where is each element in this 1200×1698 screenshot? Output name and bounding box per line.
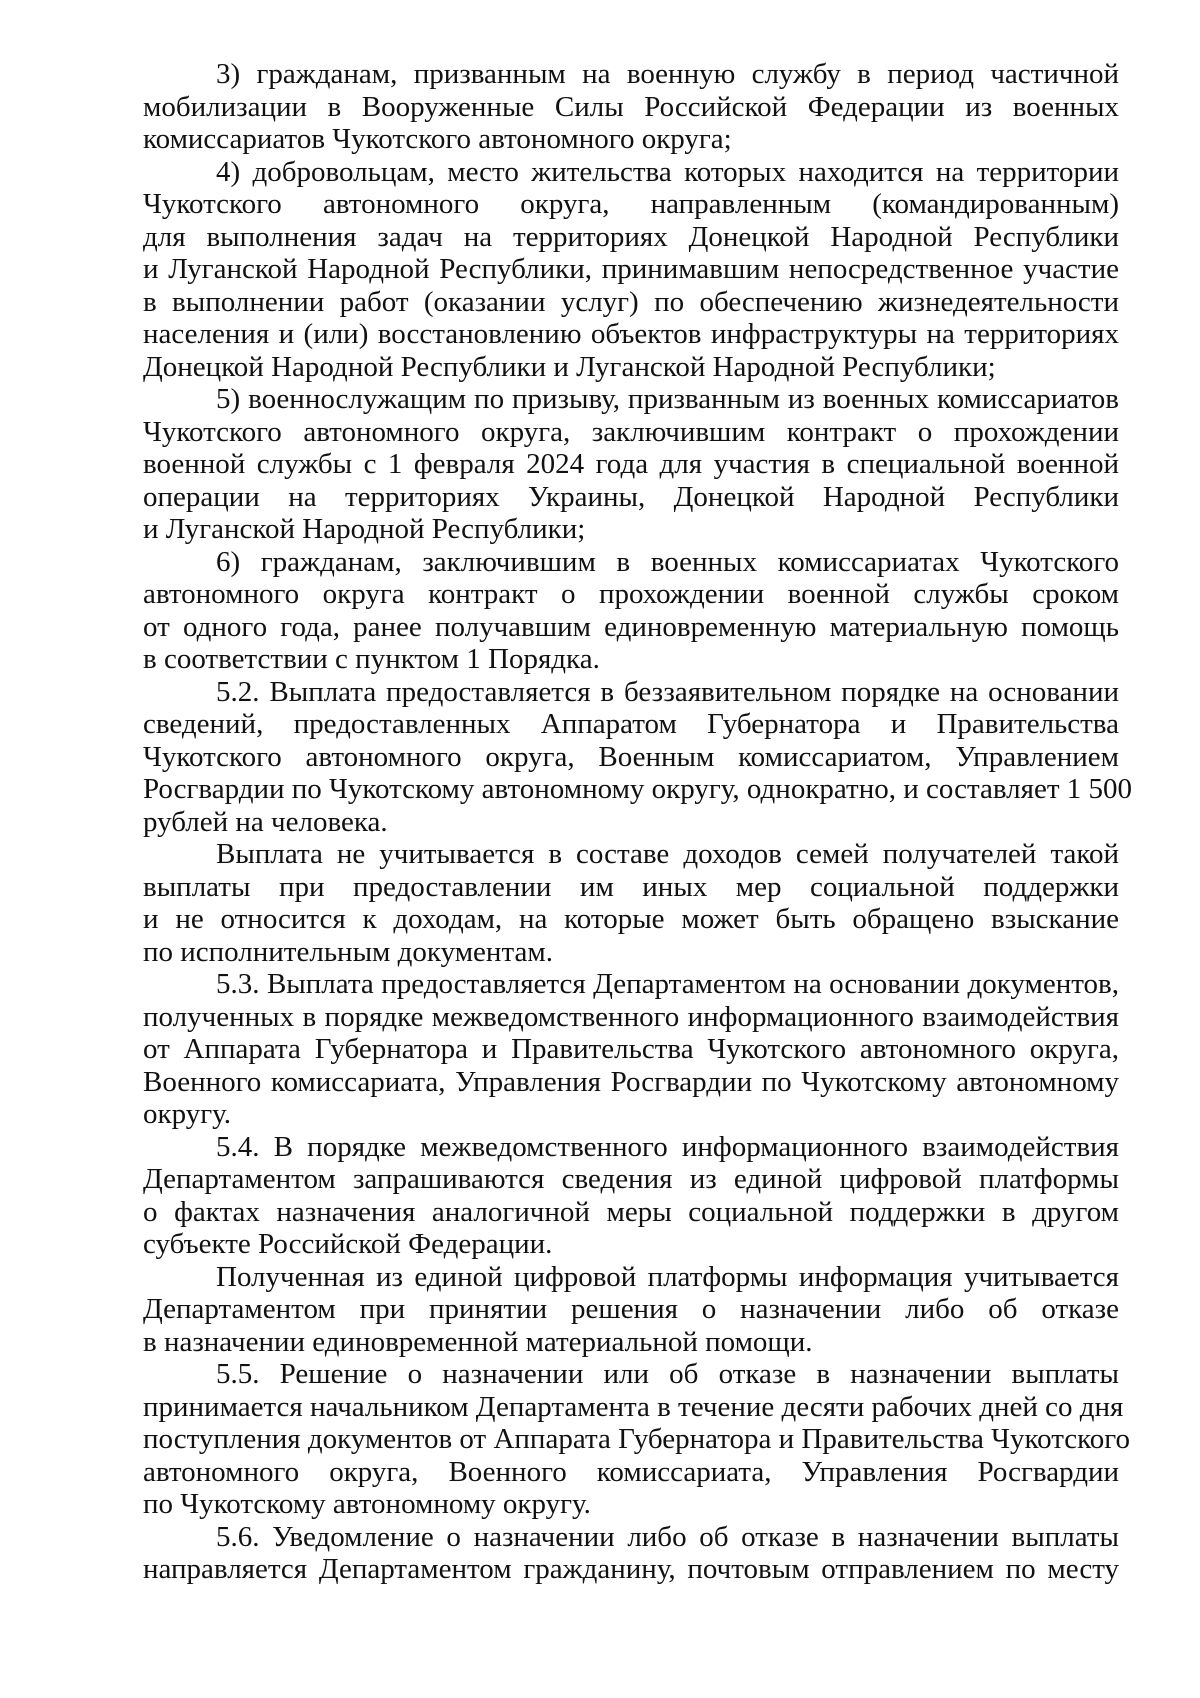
paragraph <box>143 1521 1119 1586</box>
paragraph-line: 5.2. Выплата предоставляется в беззаявительном порядке на основании <box>216 675 1119 708</box>
paragraph-line: 5.5. Решение о назначении или об отказе в назначении выплаты <box>216 1358 1119 1390</box>
paragraph-line: полученных в порядке межведомственного информационного взаимодействия <box>143 1000 1119 1033</box>
paragraph <box>143 383 1119 546</box>
paragraph-line: направляется Департаментом гражданину, почтовым отправлением по месту <box>143 1553 1119 1585</box>
paragraph-line: Военного комиссариата, Управления Росгвардии по Чукотскому автономному <box>143 1065 1119 1098</box>
paragraph-line: рублей на человека. <box>143 805 388 838</box>
paragraph-line: выплаты при предоставлении им иных мер социальной поддержки <box>143 870 1119 903</box>
paragraph-line: Чукотского автономного округа, заключившим контракт о прохождении <box>143 415 1119 448</box>
paragraph-line: 5.4. В порядке межведомственного информационного взаимодействия <box>216 1130 1119 1163</box>
paragraph-line: о фактах назначения аналогичной меры социальной поддержки в другом <box>143 1195 1119 1228</box>
paragraph-line: 6) гражданам, заключившим в военных комиссариатах Чукотского <box>216 545 1119 578</box>
paragraph <box>143 675 1133 839</box>
paragraph-line: сведений, предоставленных Аппаратом Губернатора и Правительства <box>143 708 1119 740</box>
paragraph <box>143 546 1119 676</box>
paragraph-line: от одного года, ранее получавшим единовременную материальную помощь <box>143 610 1119 643</box>
paragraph-line: Департаментом запрашиваются сведения из единой цифровой платформы <box>143 1163 1119 1195</box>
paragraph-line: мобилизации в Вооруженные Силы Российской Федерации из военных <box>143 90 1119 123</box>
paragraph <box>143 1131 1119 1261</box>
paragraph-line: и Луганской Народной Республики, принимавшим непосредственное участие <box>143 253 1119 285</box>
paragraph-line: автономного округа контракт о прохождении военной службы сроком <box>143 578 1119 610</box>
paragraph-line: 5.6. Уведомление о назначении либо об отказе в назначении выплаты <box>216 1520 1119 1553</box>
paragraph <box>143 156 1119 384</box>
paragraph-line: Росгвардии по Чукотскому автономному округу, однократно, и составляет 1 500 <box>143 773 1133 805</box>
paragraph-line: в выполнении работ (оказании услуг) по обеспечению жизнедеятельности <box>143 285 1119 318</box>
paragraph-line: от Аппарата Губернатора и Правительства Чукотского автономного округа, <box>143 1033 1119 1065</box>
paragraph-line: 3) гражданам, призванным на военную службу в период частичной <box>216 58 1119 90</box>
paragraph <box>143 838 1119 968</box>
paragraph-line: Полученная из единой цифровой платформы информация учитывается <box>216 1260 1119 1293</box>
paragraph <box>143 968 1119 1131</box>
paragraph-line: Чукотского автономного округа, Военным комиссариатом, Управлением <box>143 740 1119 773</box>
paragraph <box>143 1261 1119 1359</box>
paragraph-line: Департаментом при принятии решения о назначении либо об отказе <box>143 1293 1119 1325</box>
paragraph-line: операции на территориях Украины, Донецкой Народной Республики <box>143 480 1119 513</box>
paragraph-line: военной службы с 1 февраля 2024 года для участия в специальной военной <box>143 448 1119 480</box>
paragraph-line: в назначении единовременной материальной помощи. <box>143 1325 813 1358</box>
paragraph-line: Донецкой Народной Республики и Луганской Народной Республики; <box>143 350 996 383</box>
paragraph-line: субъекте Российской Федерации. <box>143 1228 553 1260</box>
paragraph-line: и не относится к доходам, на которые может быть обращено взыскание <box>143 903 1119 935</box>
paragraph-line: 4) добровольцам, место жительства которых находится на территории <box>216 155 1119 188</box>
paragraph-line: комиссариатов Чукотского автономного округа; <box>143 123 732 155</box>
document-body <box>143 58 1133 1586</box>
paragraph-line: 5.3. Выплата предоставляется Департаментом на основании документов, <box>216 968 1119 1000</box>
paragraph-line: и Луганской Народной Республики; <box>143 513 586 545</box>
paragraph <box>143 58 1119 156</box>
paragraph-line: населения и (или) восстановлению объектов инфраструктуры на территориях <box>143 318 1119 350</box>
paragraph-line: для выполнения задач на территориях Донецкой Народной Республики <box>143 220 1119 253</box>
paragraph-line: Чукотского автономного округа, направленным (командированным) <box>143 188 1119 220</box>
paragraph-line: по Чукотскому автономному округу. <box>143 1488 591 1520</box>
paragraph-line: в соответствии с пунктом 1 Порядка. <box>143 643 600 675</box>
paragraph <box>143 1358 1130 1521</box>
paragraph-line: принимается начальником Департамента в течение десяти рабочих дней со дня <box>143 1390 1124 1423</box>
paragraph-line: округу. <box>143 1098 231 1130</box>
paragraph-line: автономного округа, Военного комиссариата, Управления Росгвардии <box>143 1455 1119 1488</box>
paragraph-line: Выплата не учитывается в составе доходов семей получателей такой <box>216 838 1119 870</box>
paragraph-line: поступления документов от Аппарата Губернатора и Правительства Чукотского <box>143 1423 1130 1455</box>
paragraph-line: 5) военнослужащим по призыву, призванным из военных комиссариатов <box>216 383 1119 415</box>
paragraph-line: по исполнительным документам. <box>143 935 553 968</box>
